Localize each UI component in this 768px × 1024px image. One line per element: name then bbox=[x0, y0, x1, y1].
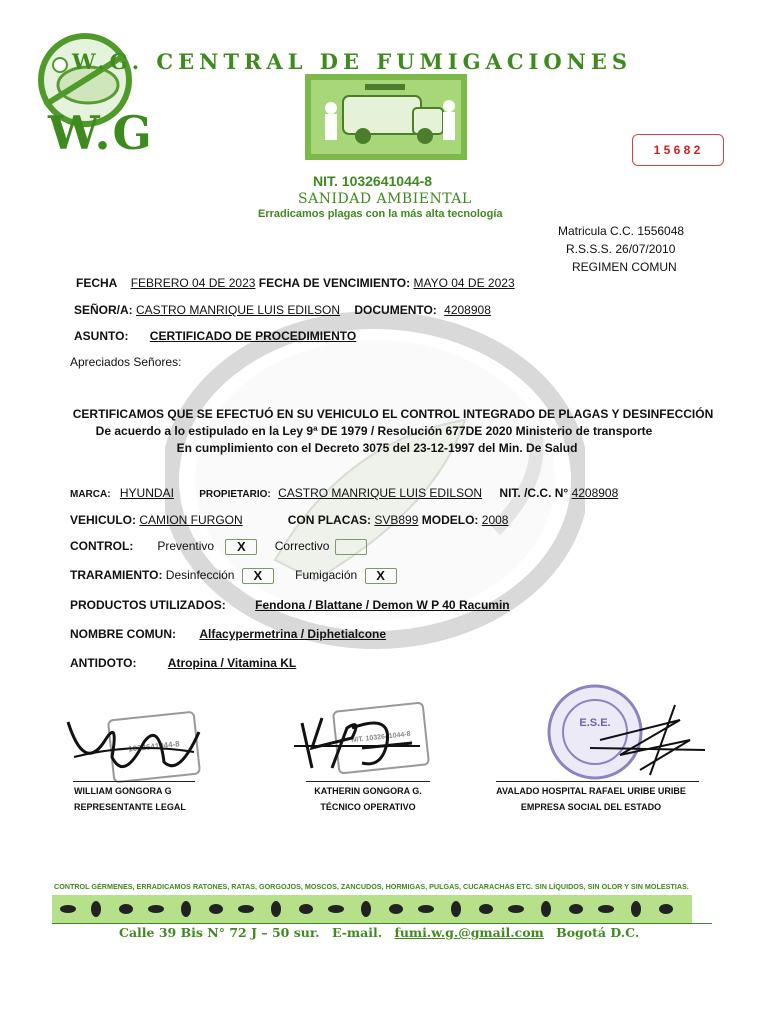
fecha-label: FECHA bbox=[76, 276, 118, 290]
vehiculo-label: VEHICULO: bbox=[70, 513, 136, 527]
certification-line-2: De acuerdo a lo estipulado en la Ley 9ª DE 1979 / Resolución 677DE 2020 Ministerio de transporte bbox=[95, 424, 653, 438]
senor-row bbox=[74, 303, 491, 317]
nombre-value: Alfacypermetrina / Diphetialcone bbox=[199, 627, 387, 641]
tratamiento-label: TRARAMIENTO: bbox=[70, 568, 163, 583]
marca-label: MARCA: bbox=[70, 489, 111, 500]
productos-value: Fendona / Blattane / Demon W P 40 Racumin bbox=[255, 598, 510, 612]
footer-city: Bogotá D.C. bbox=[556, 925, 640, 940]
nit-cc-label: NIT. /C.C. N° bbox=[499, 486, 569, 500]
nombre-row bbox=[70, 627, 395, 641]
modelo-value: 2008 bbox=[481, 513, 509, 527]
desinfeccion-label: Desinfección bbox=[165, 568, 235, 583]
antidoto-row bbox=[70, 656, 300, 670]
preventivo-label: Preventivo bbox=[157, 539, 215, 554]
logo-text: W.G bbox=[48, 106, 154, 160]
signature-2-name: KATHERIN GONGORA G. bbox=[314, 786, 422, 796]
fumigacion-checkbox[interactable]: X bbox=[365, 568, 397, 584]
matricula: Matricula C.C. 1556048 bbox=[558, 224, 685, 238]
documento-value: 4208908 bbox=[444, 303, 491, 317]
propietario-label: PROPIETARIO: bbox=[199, 489, 271, 500]
company-name: W.G. CENTRAL DE FUMIGACIONES bbox=[72, 49, 633, 74]
correctivo-label: Correctivo bbox=[274, 539, 330, 554]
fumigation-van-icon bbox=[305, 74, 467, 160]
vehiculo-value: CAMION FURGON bbox=[139, 513, 243, 527]
modelo-label: MODELO: bbox=[421, 513, 479, 527]
signature-line-3 bbox=[496, 781, 699, 782]
signature-3-name: AVALADO HOSPITAL RAFAEL URIBE URIBE bbox=[496, 786, 686, 796]
correctivo-checkbox[interactable] bbox=[335, 539, 367, 555]
fecha-value: FEBRERO 04 DE 2023 bbox=[130, 276, 256, 290]
vehiculo-row bbox=[70, 513, 508, 527]
vencimiento-value: MAYO 04 DE 2023 bbox=[413, 276, 515, 290]
regimen: REGIMEN COMUN bbox=[572, 260, 677, 274]
pest-list: CONTROL GÉRMENES, ERRADICAMOS RATONES, RATAS, GORGOJOS, MOSCOS, ZANCUDOS, HORMIGAS, PULGAS, CUCARACHAS ETC. SIN LÍQUIDOS, SIN OLOR Y SIN MOLESTIAS. bbox=[54, 882, 689, 891]
fecha-row bbox=[76, 276, 515, 290]
certification-block bbox=[40, 406, 746, 457]
slogan: Erradicamos plagas con la más alta tecnología bbox=[258, 208, 503, 220]
greeting: Apreciados Señores: bbox=[70, 355, 182, 369]
vencimiento-label: FECHA DE VENCIMIENTO: bbox=[258, 276, 411, 290]
fumigacion-label: Fumigación bbox=[295, 568, 358, 583]
footer-email[interactable]: fumi.w.g.@gmail.com bbox=[394, 925, 544, 940]
signature-1 bbox=[64, 712, 204, 782]
pest-banner bbox=[52, 895, 692, 923]
hospital-stamp-text: E.S.E. bbox=[579, 717, 611, 729]
signature-line-2 bbox=[306, 781, 430, 782]
footer-divider bbox=[52, 923, 712, 924]
footer-address-line bbox=[119, 925, 639, 940]
placas-label: CON PLACAS: bbox=[287, 513, 372, 527]
preventivo-checkbox[interactable]: X bbox=[225, 539, 257, 555]
asunto-value: CERTIFICADO DE PROCEDIMIENTO bbox=[149, 329, 357, 343]
marca-row bbox=[70, 486, 618, 500]
signature-3 bbox=[580, 700, 710, 780]
senor-label: SEÑOR/A: bbox=[74, 303, 133, 317]
footer-email-label: E-mail. bbox=[331, 925, 383, 940]
rsss: R.S.S.S. 26/07/2010 bbox=[566, 242, 676, 256]
documento-label: DOCUMENTO: bbox=[354, 303, 437, 317]
marca-value: HYUNDAI bbox=[119, 486, 174, 500]
signature-1-name: WILLIAM GONGORA G bbox=[74, 786, 172, 796]
footer-address: Calle 39 Bis N° 72 J – 50 sur. bbox=[119, 925, 320, 940]
certification-line-3: En cumplimiento con el Decreto 3075 del 23-12-1997 del Min. De Salud bbox=[176, 441, 578, 455]
signature-line-1 bbox=[73, 781, 195, 782]
signature-2-role: TÉCNICO OPERATIVO bbox=[320, 802, 416, 812]
asunto-label: ASUNTO: bbox=[74, 329, 129, 343]
sanidad-ambiental: SANIDAD AMBIENTAL bbox=[298, 191, 472, 207]
signature-3-role: EMPRESA SOCIAL DEL ESTADO bbox=[520, 802, 662, 812]
company-nit: NIT. 1032641044-8 bbox=[313, 173, 433, 189]
certification-line-1: CERTIFICAMOS QUE SE EFECTUÓ EN SU VEHICULO EL CONTROL INTEGRADO DE PLAGAS Y DESINFECCIÓN bbox=[72, 407, 714, 421]
stamp-1: 1032641044-8 bbox=[107, 711, 201, 784]
tratamiento-row bbox=[70, 568, 397, 584]
antidoto-value: Atropina / Vitamina KL bbox=[167, 656, 297, 670]
receipt-number: 1 5 6 8 2 bbox=[653, 143, 701, 157]
asunto-row bbox=[74, 329, 392, 343]
propietario-value: CASTRO MANRIQUE LUIS EDILSON bbox=[278, 486, 483, 500]
nombre-label: NOMBRE COMUN: bbox=[70, 627, 176, 641]
productos-label: PRODUCTOS UTILIZADOS: bbox=[70, 598, 226, 612]
senor-value: CASTRO MANRIQUE LUIS EDILSON bbox=[136, 303, 341, 317]
placas-value: SVB899 bbox=[374, 513, 419, 527]
stamp-2: NIT. 1032641044-8 bbox=[332, 701, 430, 774]
control-label: CONTROL: bbox=[70, 539, 134, 554]
desinfeccion-checkbox[interactable]: X bbox=[242, 568, 274, 584]
control-row bbox=[70, 539, 367, 555]
nit-cc-value: 4208908 bbox=[571, 486, 619, 500]
productos-row bbox=[70, 598, 510, 612]
signature-2 bbox=[292, 708, 422, 778]
signature-1-role: REPRESENTANTE LEGAL bbox=[74, 802, 186, 812]
antidoto-label: ANTIDOTO: bbox=[70, 656, 137, 670]
